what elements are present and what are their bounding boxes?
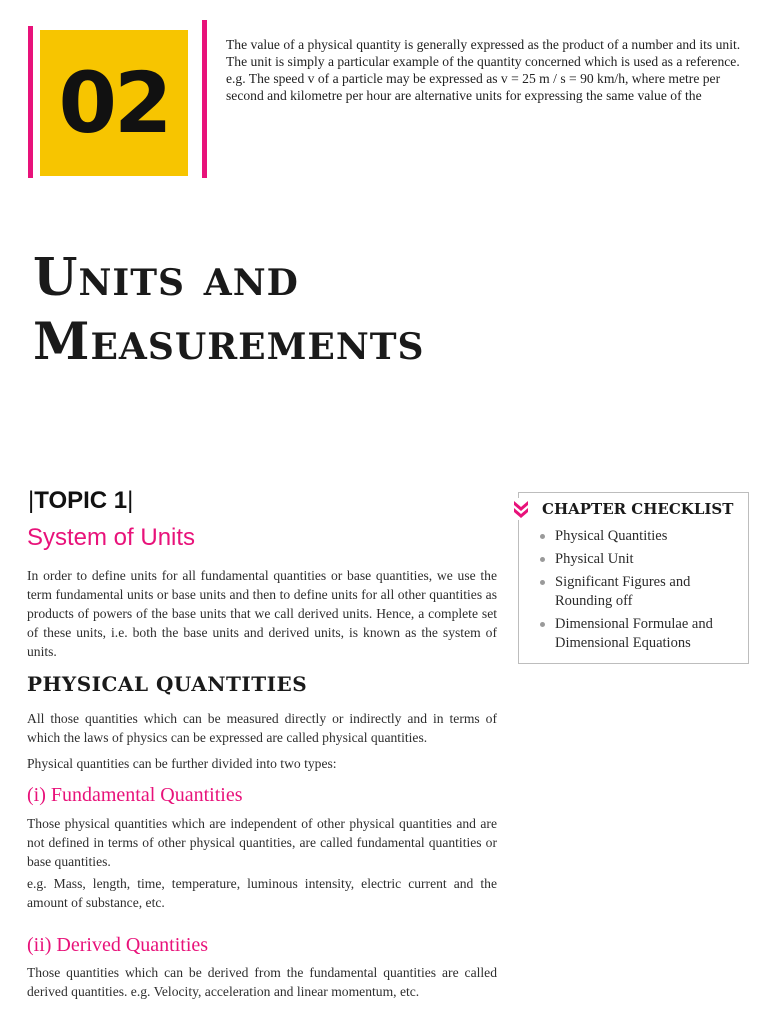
chapter-number-box <box>40 30 188 176</box>
checklist-item: Dimensional Formulae and Dimensional Equations <box>535 615 740 653</box>
checklist-list <box>535 527 740 657</box>
chapter-intro <box>226 36 756 104</box>
topic-label: |TOPIC 1| <box>28 487 134 514</box>
fundamental-quantities-example: e.g. Mass, length, time, temperature, luminous intensity, electric current and the amount of substance, etc. <box>27 876 497 910</box>
physical-quantities-definition: All those quantities which can be measured directly or indirectly and in terms of which the laws of physics can be expressed are called physical quantities. <box>27 711 497 745</box>
topic-label-text: TOPIC 1 <box>34 487 128 514</box>
checklist-item: Significant Figures and Rounding off <box>535 573 740 611</box>
physical-quantities-heading: PHYSICAL QUANTITIES <box>27 672 308 696</box>
chapter-title-line-1: Units and <box>33 248 299 308</box>
checklist-item: Physical Unit <box>535 550 740 569</box>
system-of-units-paragraph: In order to define units for all fundamental quantities or base quantities, we use the term fundamental units or base units and then to define units for all other quantities as products of powers of the base units that we call derived units. Hence, a complete set of these units, i.e. both the base units and derived units, is known as the system of units. <box>27 568 497 659</box>
intro-paragraph-2: e.g. The speed v of a particle may be expressed as v = 25 m / s = 90 km/h, where metre per second and kilometre per hour are alternative units for expressing the same value of the <box>226 71 721 103</box>
chapter-number: 02 <box>58 54 170 152</box>
section-title: System of Units <box>27 524 196 551</box>
left-accent-bar <box>28 26 33 178</box>
checklist-title: CHAPTER CHECKLIST <box>542 500 734 518</box>
fundamental-quantities-title: (i) Fundamental Quantities <box>27 784 243 806</box>
intro-paragraph-1: The value of a physical quantity is generally expressed as the product of a number and its unit. The unit is simply a particular example of the quantity concerned which is used as a reference. <box>226 37 741 69</box>
derived-quantities-title: (ii) Derived Quantities <box>27 934 209 956</box>
derived-quantities-body: Those quantities which can be derived from the fundamental quantities are called derived quantities. e.g. Velocity, acceleration and linear momentum, etc. <box>27 965 497 999</box>
right-accent-bar <box>202 20 207 178</box>
chapter-title-line-2: Measurements <box>33 312 425 372</box>
physical-quantities-types: Physical quantities can be further divided into two types: <box>27 756 337 771</box>
checklist-item: Physical Quantities <box>535 527 740 546</box>
double-chevron-down-icon <box>512 498 530 520</box>
fundamental-quantities-body: Those physical quantities which are independent of other physical quantities and are not defined in terms of other physical quantities, are called fundamental quantities or base quantities. <box>27 816 497 869</box>
chapter-title <box>33 246 425 374</box>
